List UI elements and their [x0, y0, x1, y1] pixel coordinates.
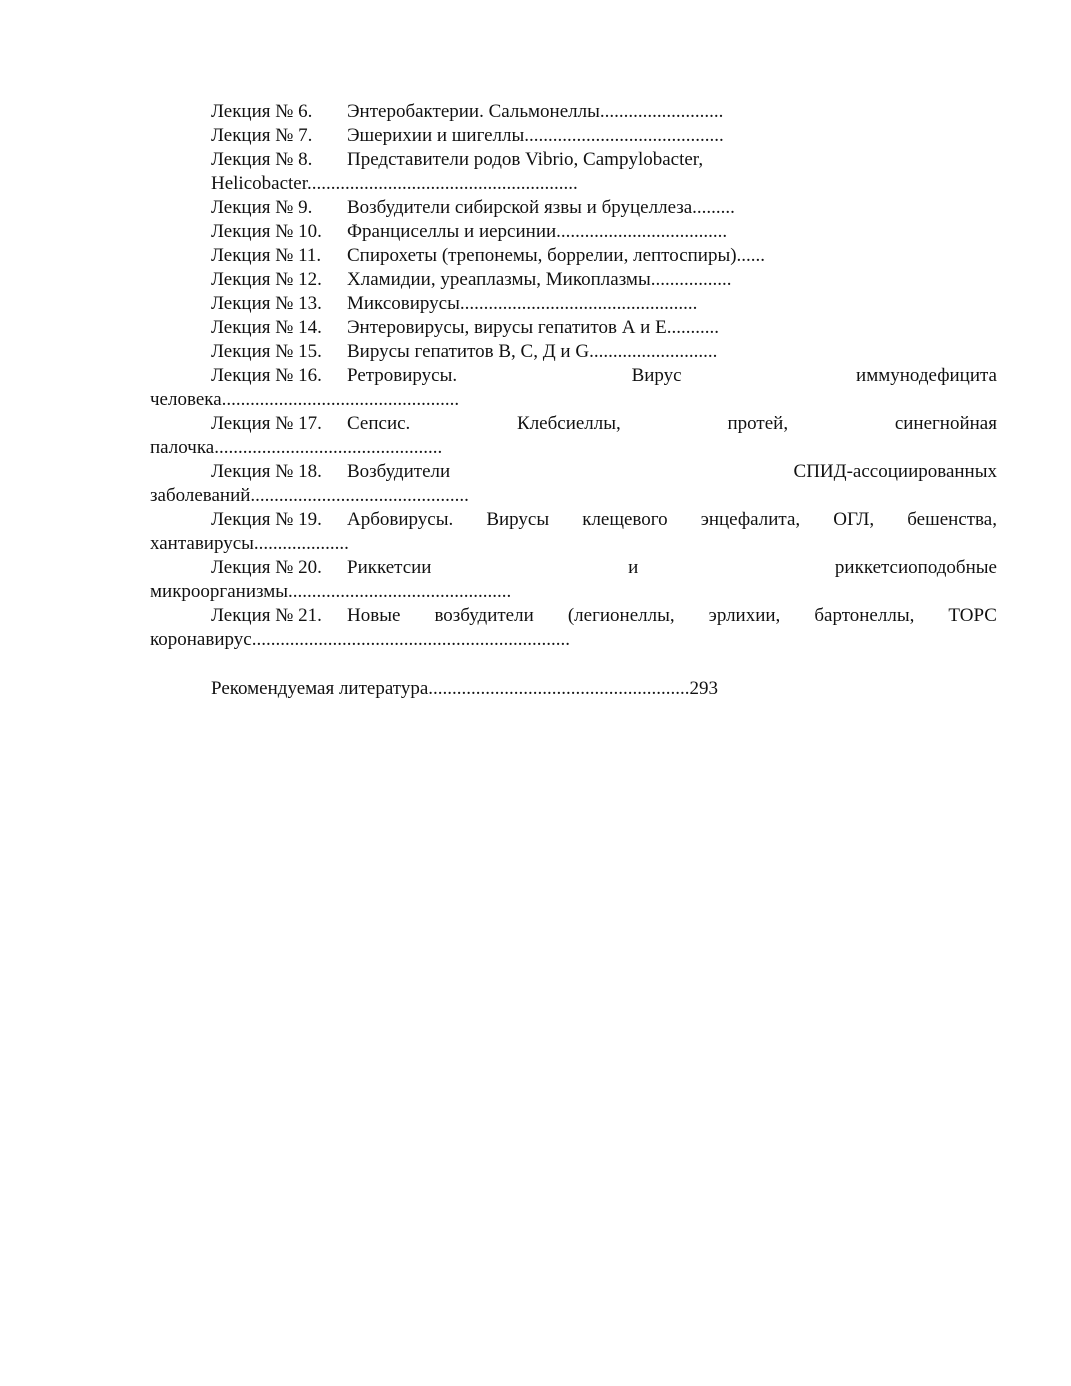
toc-entry-word: эрлихии, [708, 605, 781, 626]
toc-entry [211, 100, 997, 124]
toc-entry-label: Лекция № 19. [211, 509, 322, 530]
toc-entry-word: Вирусы [486, 509, 550, 530]
toc-entry [211, 148, 997, 172]
toc-entry-word: Риккетсии [347, 557, 432, 578]
toc-entry-continuation: микроорганизмы............................................... [150, 581, 512, 602]
toc-entry-label: Лекция № 11. [211, 245, 322, 266]
toc-entry-label: Лекция № 6. [211, 101, 313, 122]
toc-entry [211, 364, 997, 388]
toc-entry-label: Лекция № 17. [211, 413, 322, 434]
toc-entry-title: Возбудители сибирской язвы и бруцеллеза......... [347, 197, 735, 218]
toc-entry [211, 412, 997, 436]
toc-entry-title: Энтеровирусы, вирусы гепатитов А и Е........... [347, 317, 719, 338]
toc-entry-word: ОГЛ, [833, 509, 875, 530]
toc-entry [211, 244, 997, 268]
toc-entry-word: Клебсиеллы, [517, 413, 621, 434]
toc-entry-title: Эшерихии и шигеллы.......................................... [347, 125, 724, 146]
toc-entry-label: Лекция № 10. [211, 221, 322, 242]
toc-entry-label: Лекция № 7. [211, 125, 313, 146]
toc-entry [211, 196, 997, 220]
toc-entry-label: Лекция № 14. [211, 317, 322, 338]
toc-entry-title: Вирусы гепатитов В, С, Д и G........................... [347, 341, 718, 362]
toc-entry-label: Лекция № 15. [211, 341, 322, 362]
toc-entry-continuation: палочка................................................ [150, 437, 443, 458]
toc-entry-label: Лекция № 21. [211, 605, 322, 626]
toc-entry-title: Энтеробактерии. Сальмонеллы.......................... [347, 101, 724, 122]
toc-entry-word: ТОРС [948, 605, 997, 626]
toc-entry [211, 316, 997, 340]
toc-entry-word: бартонеллы, [814, 605, 915, 626]
toc-entry-word: и [628, 557, 639, 578]
toc-entry-title: Хламидии, уреаплазмы, Микоплазмы................. [347, 269, 732, 290]
toc-entry-continuation: хантавирусы.................... [150, 533, 349, 554]
toc-entry-word: клещевого [582, 509, 668, 530]
toc-entry-word: бешенства, [907, 509, 997, 530]
toc-entry [211, 604, 997, 628]
toc-entry-word: возбудители [434, 605, 534, 626]
toc-entry-word: энцефалита, [700, 509, 801, 530]
toc-entry [211, 556, 997, 580]
toc-entry-word: иммунодефицита [856, 365, 997, 386]
toc-entry-label: Лекция № 16. [211, 365, 322, 386]
toc-entry [211, 508, 997, 532]
toc-entry-word: (легионеллы, [567, 605, 675, 626]
toc-entry [211, 220, 997, 244]
toc-entry-word: риккетсиоподобные [834, 557, 997, 578]
toc-entry-label: Лекция № 9. [211, 197, 313, 218]
toc-entry-word: СПИД-ассоциированных [793, 461, 997, 482]
toc-entry [211, 124, 997, 148]
toc-entry-continuation: коронавирус................................................................... [150, 629, 570, 650]
toc-entry-continuation: человека.................................................. [150, 389, 460, 410]
toc-entry-word: Ретровирусы. [347, 365, 458, 386]
toc-entry-word: синегнойная [894, 413, 997, 434]
toc-entry-word: Возбудители [347, 461, 451, 482]
toc-entry [211, 292, 997, 316]
toc-entry-word: протей, [727, 413, 789, 434]
toc-entry-word: Арбовирусы. [347, 509, 454, 530]
toc-entry-word: Вирус [631, 365, 682, 386]
toc-entry [211, 340, 997, 364]
toc-entry [211, 460, 997, 484]
toc-entry-label: Лекция № 13. [211, 293, 322, 314]
toc-entry-title: Спирохеты (трепонемы, боррелии, лептоспиры)...... [347, 245, 766, 266]
toc-entry [211, 268, 997, 292]
toc-references: Рекомендуемая литература.......................................................293 [211, 678, 719, 699]
toc-entry-title: Франциселлы и иерсинии.................................... [347, 221, 728, 242]
toc-entry-title: Миксовирусы.................................................. [347, 293, 698, 314]
toc-entry-word: Новые [347, 605, 401, 626]
toc-entry-continuation: Helicobacter......................................................... [211, 173, 578, 194]
toc-entry-label: Лекция № 20. [211, 557, 322, 578]
toc-entry-word: Сепсис. [347, 413, 411, 434]
toc-entry-label: Лекция № 12. [211, 269, 322, 290]
toc-entry-title: Представители родов Vibrio, Campylobacter, [347, 149, 704, 170]
toc-entry-continuation: заболеваний.............................................. [150, 485, 469, 506]
toc-entry-label: Лекция № 8. [211, 149, 313, 170]
toc-entry-label: Лекция № 18. [211, 461, 322, 482]
